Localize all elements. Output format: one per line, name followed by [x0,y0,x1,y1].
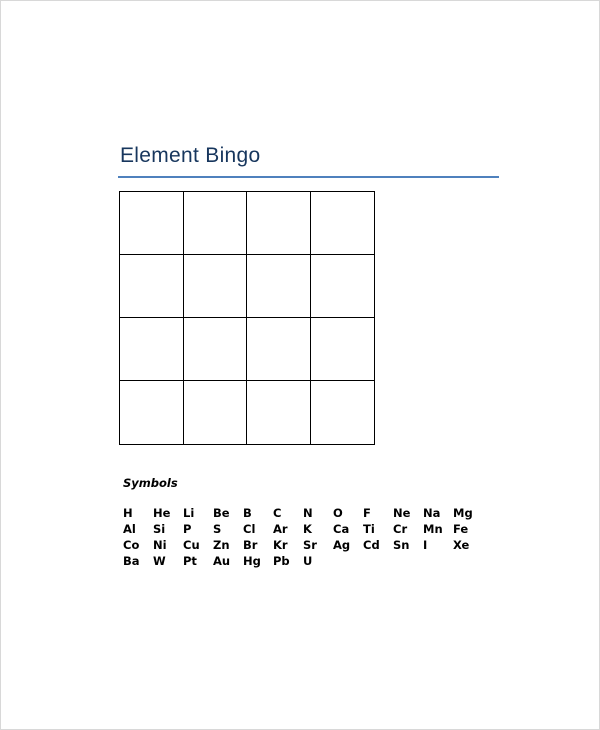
symbols-row [123,505,483,521]
element-symbol: K [303,522,312,536]
element-symbol: Au [213,554,231,568]
element-symbol: Xe [453,538,470,552]
element-symbol: W [153,554,166,568]
element-symbol: O [333,506,343,520]
element-symbol: Al [123,522,136,536]
bingo-cell [311,192,375,255]
bingo-cell [247,255,311,318]
bingo-cell [120,318,184,381]
symbols-row [123,537,483,553]
element-symbol: C [273,506,282,520]
element-symbol: N [303,506,313,520]
bingo-cell [184,192,248,255]
element-symbol: H [123,506,133,520]
element-symbol: Ti [363,522,375,536]
element-symbol: Ar [273,522,288,536]
element-symbol: Si [153,522,166,536]
element-symbol: Mn [423,522,443,536]
element-symbol: Ba [123,554,140,568]
document-title: Element Bingo [118,144,499,178]
element-symbol: Ca [333,522,350,536]
bingo-grid [119,191,375,445]
element-symbol: Kr [273,538,288,552]
symbols-label: Symbols [123,476,178,490]
element-symbol: Pb [273,554,290,568]
symbols-row [123,553,483,569]
bingo-cell [120,381,184,444]
element-symbol: Ne [393,506,411,520]
bingo-cell [247,318,311,381]
element-symbol: Co [123,538,140,552]
element-symbol: Br [243,538,258,552]
element-symbol: S [213,522,222,536]
element-symbol: Pt [183,554,197,568]
element-symbol: Li [183,506,195,520]
element-symbol: Sn [393,538,410,552]
bingo-cell [184,255,248,318]
symbols-table [123,505,483,569]
element-symbol: Fe [453,522,469,536]
element-symbol: Hg [243,554,261,568]
element-symbol: Cl [243,522,256,536]
element-symbol: Mg [453,506,473,520]
bingo-cell [247,381,311,444]
element-symbol: He [153,506,171,520]
bingo-cell [311,255,375,318]
element-symbol: Sr [303,538,317,552]
element-symbol: I [423,538,428,552]
element-symbol: Cu [183,538,200,552]
element-symbol: B [243,506,252,520]
element-symbol: P [183,522,192,536]
bingo-cell [311,381,375,444]
bingo-cell [184,381,248,444]
bingo-cell [120,255,184,318]
symbols-row [123,521,483,537]
element-symbol: F [363,506,371,520]
element-symbol: Ag [333,538,351,552]
element-symbol: Cd [363,538,380,552]
bingo-cell [311,318,375,381]
element-symbol: Cr [393,522,408,536]
element-symbol: Be [213,506,230,520]
bingo-cell [247,192,311,255]
bingo-cell [184,318,248,381]
element-symbol: Na [423,506,441,520]
element-symbol: U [303,554,313,568]
bingo-cell [120,192,184,255]
element-symbol: Ni [153,538,167,552]
element-symbol: Zn [213,538,230,552]
